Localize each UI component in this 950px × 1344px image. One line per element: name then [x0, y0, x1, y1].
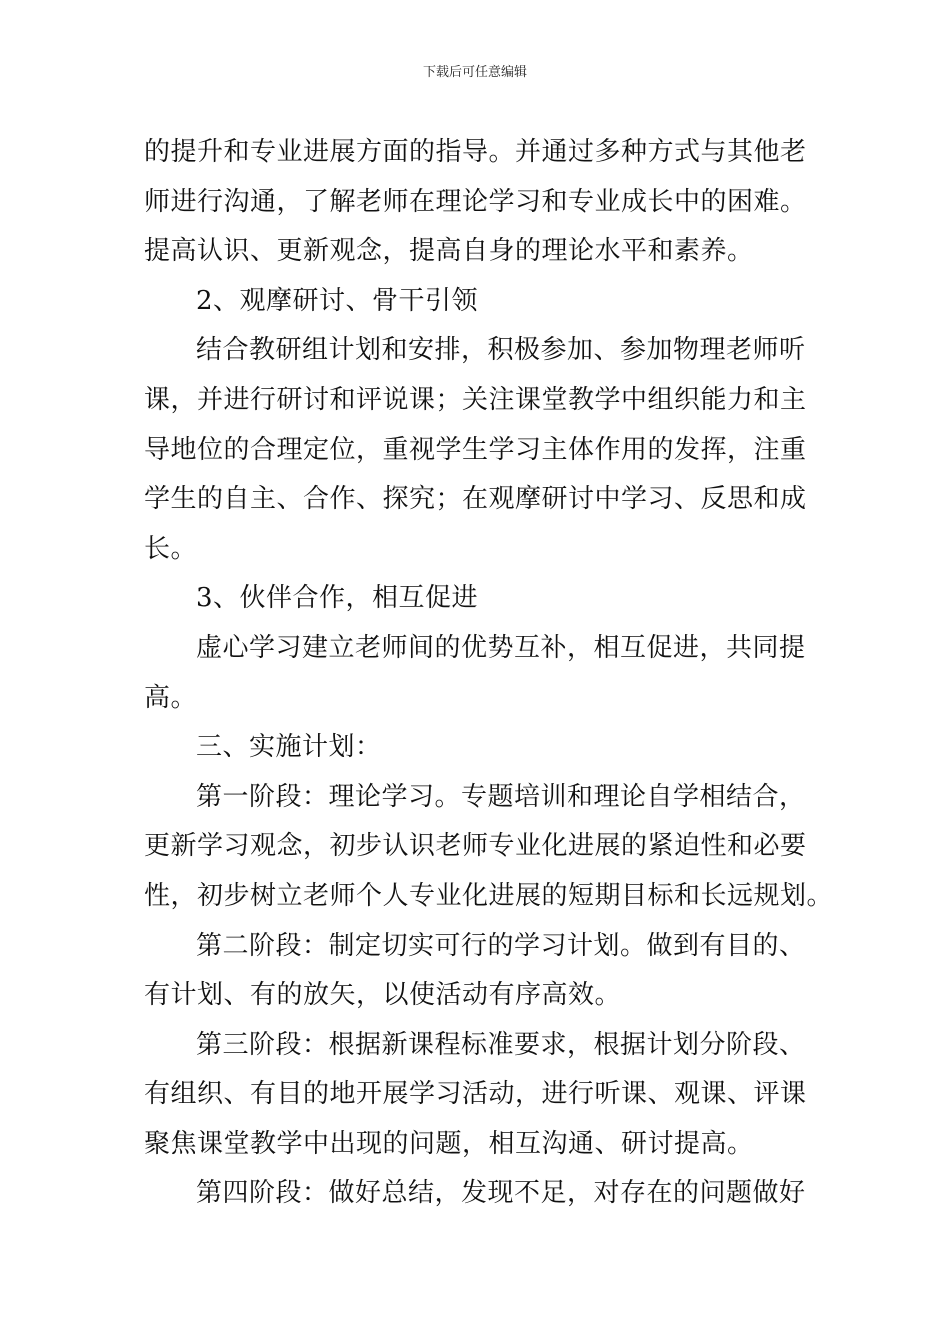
- text-line: 第一阶段：理论学习。专题培训和理论自学相结合，: [196, 781, 806, 812]
- text-line: 三、实施计划：: [196, 732, 382, 763]
- page-header: 下载后可任意编辑: [422, 65, 527, 80]
- text-line: 2、观摩研讨、骨干引领: [196, 285, 479, 316]
- text-line: 性，初步树立老师个人专业化进展的短期目标和长远规划。: [144, 880, 834, 911]
- text-line: 提高认识、更新观念，提高自身的理论水平和素养。: [144, 236, 754, 267]
- text-line: 聚焦课堂教学中出现的问题，相互沟通、研讨提高。: [144, 1128, 754, 1159]
- text-line: 长。: [144, 533, 198, 564]
- text-line: 第三阶段：根据新课程标准要求，根据计划分阶段、: [196, 1029, 806, 1060]
- text-line: 结合教研组计划和安排，积极参加、参加物理老师听: [196, 335, 806, 366]
- text-line: 第二阶段：制定切实可行的学习计划。做到有目的、: [196, 930, 806, 961]
- text-line: 有组织、有目的地开展学习活动，进行听课、观课、评课: [144, 1079, 807, 1110]
- text-line: 虚心学习建立老师间的优势互补，相互促进，共同提: [196, 632, 806, 663]
- text-line: 师进行沟通，了解老师在理论学习和专业成长中的困难。: [144, 186, 807, 217]
- document-body: [144, 128, 834, 1219]
- text-line: 有计划、有的放矢，以使活动有序高效。: [144, 980, 622, 1011]
- text-line: 更新学习观念，初步认识老师专业化进展的紧迫性和必要: [144, 831, 807, 862]
- text-line: 学生的自主、合作、探究；在观摩研讨中学习、反思和成: [144, 484, 807, 515]
- text-line: 第四阶段：做好总结，发现不足，对存在的问题做好: [196, 1178, 806, 1209]
- text-line: 高。: [144, 682, 198, 713]
- text-line: 的提升和专业进展方面的指导。并通过多种方式与其他老: [144, 137, 807, 167]
- text-line: 导地位的合理定位，重视学生学习主体作用的发挥，注重: [144, 434, 807, 465]
- text-line: 3、伙伴合作，相互促进: [196, 583, 479, 614]
- text-line: 课，并进行研讨和评说课；关注课堂教学中组织能力和主: [144, 384, 807, 415]
